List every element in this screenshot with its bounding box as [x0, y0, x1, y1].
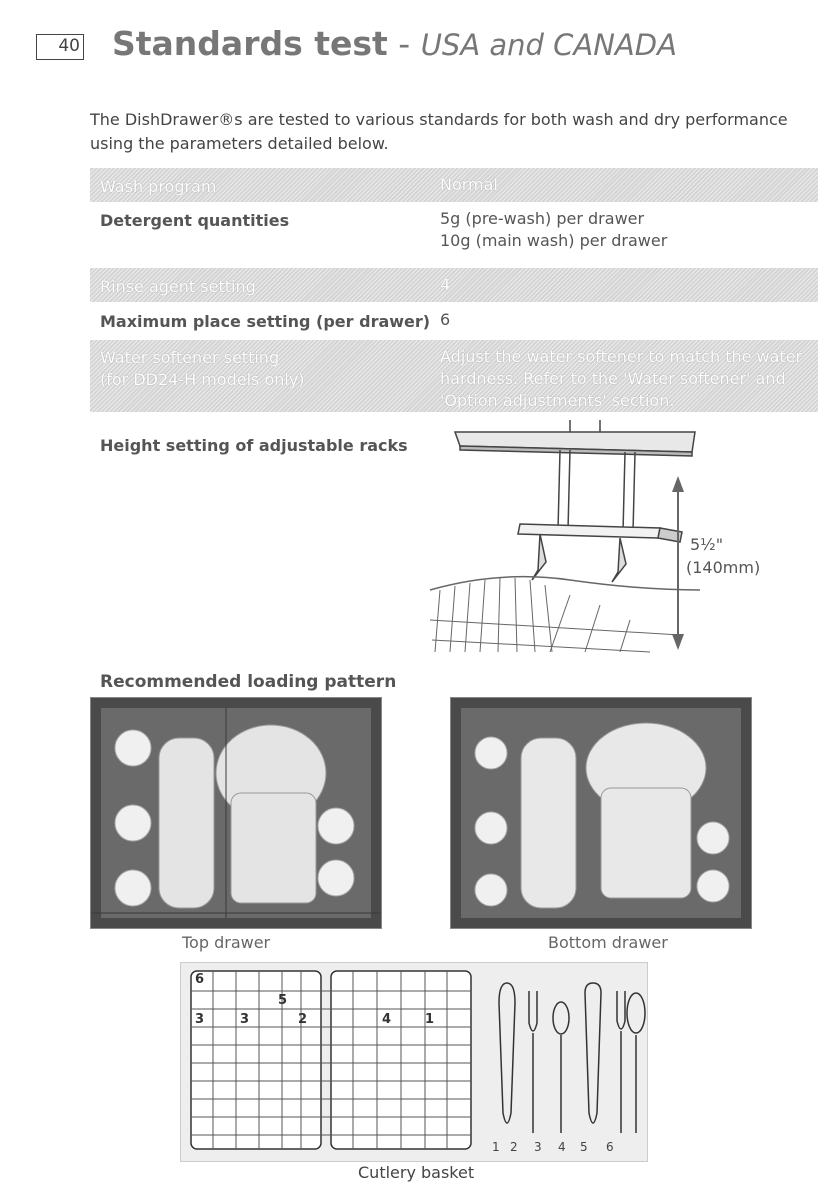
page-number: 40	[36, 34, 84, 60]
detergent-label: Detergent quantities	[100, 211, 290, 230]
utensil-number-1: 1	[492, 1140, 500, 1154]
top-drawer-caption: Top drawer	[182, 933, 271, 952]
basket-label-2: 2	[298, 1012, 308, 1027]
rack-measure-metric: (140mm)	[686, 558, 761, 577]
wash-program-label: Wash program	[100, 177, 217, 196]
detergent-value-1: 5g (pre-wash) per drawer	[440, 209, 645, 228]
basket-label-1: 1	[425, 1012, 435, 1027]
cutlery-basket-illustration	[181, 963, 647, 1161]
rack-measure-imperial: 5½"	[690, 535, 724, 554]
loading-heading: Recommended loading pattern	[100, 672, 397, 692]
cutlery-diagram	[180, 962, 648, 1162]
top-drawer-photo	[90, 697, 382, 929]
title-main: Standards test	[112, 24, 388, 63]
max-place-value: 6	[440, 310, 451, 329]
basket-label-5: 5	[278, 993, 288, 1008]
wash-program-value: Normal	[440, 175, 498, 194]
utensil-number-5: 5	[580, 1140, 588, 1154]
title-separator: -	[387, 24, 421, 63]
utensil-number-6: 6	[606, 1140, 614, 1154]
water-softener-label-1: Water softener setting	[100, 348, 280, 367]
basket-label-3a: 3	[195, 1012, 205, 1027]
bottom-drawer-photo	[450, 697, 752, 929]
bottom-drawer-illustration	[451, 698, 751, 928]
rack-height-illustration	[420, 420, 720, 660]
utensil-number-2: 2	[510, 1140, 518, 1154]
water-softener-value-1: Adjust the water softener to match the water	[440, 347, 803, 366]
top-drawer-illustration	[91, 698, 381, 928]
water-softener-value-3: 'Option adjustments' section.	[440, 391, 675, 410]
bottom-drawer-caption: Bottom drawer	[548, 933, 668, 952]
title-sub: USA and CANADA	[420, 28, 677, 62]
page-title	[112, 24, 677, 63]
max-place-label: Maximum place setting (per drawer)	[100, 312, 431, 331]
basket-label-3b: 3	[240, 1012, 250, 1027]
water-softener-value-2: hardness. Refer to the 'Water softener' and	[440, 369, 786, 388]
basket-label-6: 6	[195, 972, 205, 987]
basket-label-4: 4	[382, 1012, 392, 1027]
intro-paragraph: The DishDrawer®s are tested to various standards for both wash and dry performance using the parameters detailed below.	[90, 110, 788, 153]
detergent-value-2: 10g (main wash) per drawer	[440, 231, 668, 250]
utensil-number-4: 4	[558, 1140, 566, 1154]
cutlery-caption: Cutlery basket	[358, 1163, 475, 1182]
height-label: Height setting of adjustable racks	[100, 436, 408, 455]
rinse-agent-label: Rinse agent setting	[100, 277, 256, 296]
water-softener-label-2: (for DD24-H models only)	[100, 370, 305, 389]
rinse-agent-value: 4	[440, 275, 451, 294]
utensil-number-3: 3	[534, 1140, 542, 1154]
